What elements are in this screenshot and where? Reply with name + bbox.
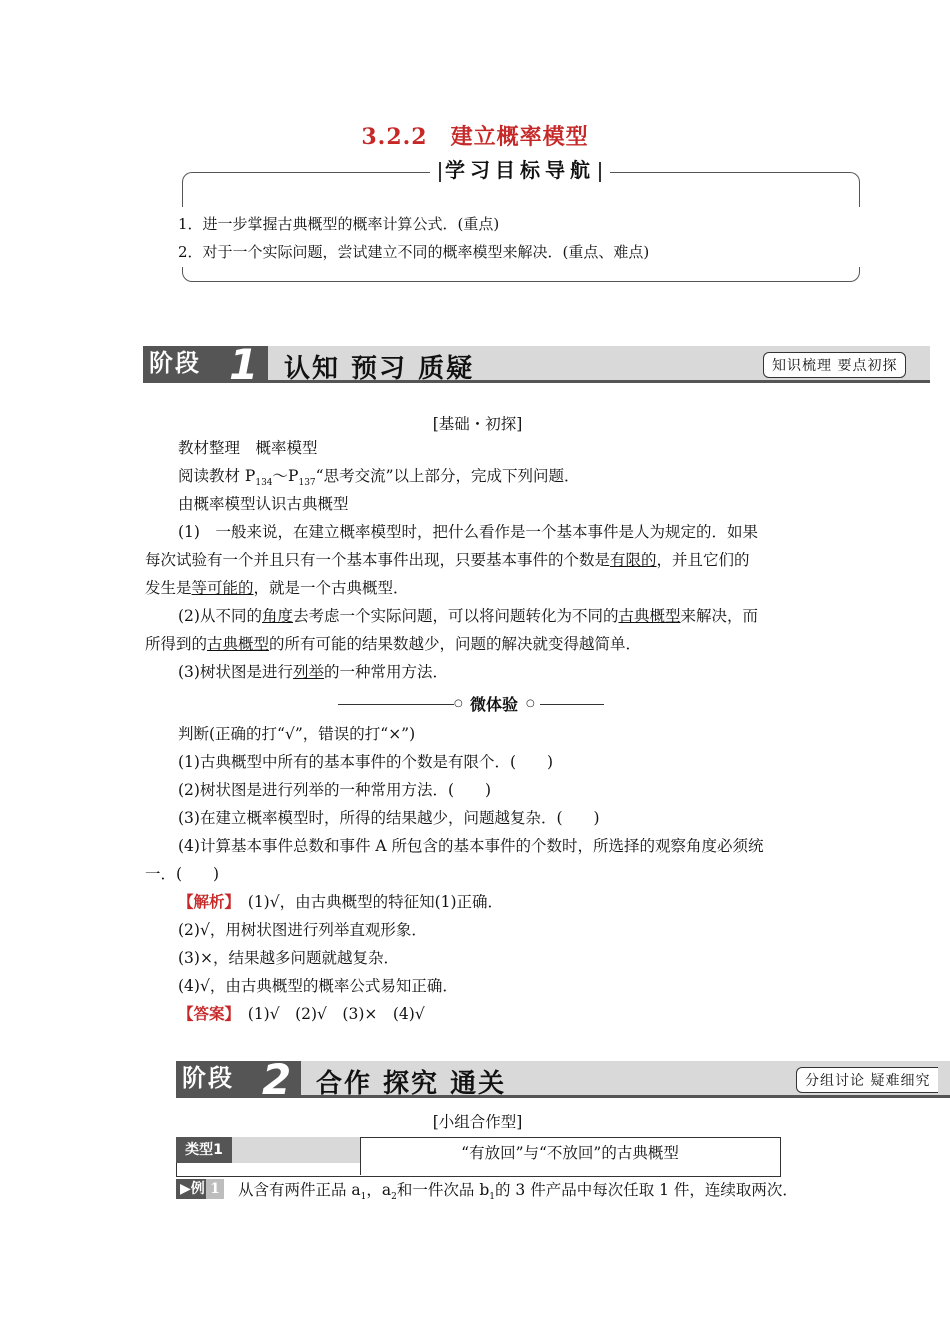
stage2-tag: 分组讨论 疑难细究 [796,1067,938,1093]
page-title: 3.2.2 建立概率模型 [361,124,589,150]
analysis-line-1: 【解析】 (1)√，由古典概型的特征知(1)正确． [178,892,504,911]
stage1-label: 阶段 1 [143,346,268,380]
divider-left [338,704,454,705]
reading-instruction: 阅读教材 $P_{134}\sim P_{137}“$思考交流”以上部分，完成下列问题． [178,467,580,489]
analysis-line-3: (3)×，结果越多问题就越复杂． [178,949,399,967]
question-4-line-1: (4)计算基本事件总数和事件 A 所包含的基本事件的个数时，所选择的观察角度必须统 [178,837,764,855]
stage1-subtitle: [基础・初探] [432,415,523,433]
answer-line: 【答案】 (1)√ (2)√ (3)× (4)√ [178,1004,425,1023]
paragraph-1-line-1: (1) 一般来说，在建立概率模型时，把什么看作是一个基本事件是人为规定的．如果 [178,523,758,541]
section-heading: 教材整理 概率模型 [178,439,318,457]
analysis-line-2: (2)√，用树状图进行列举直观形象． [178,921,427,939]
paragraph-3: (3)树状图是进行列举的一种常用方法． [178,663,448,681]
question-3: (3)在建立概率模型时，所得的结果越少，问题越复杂．( ) [178,809,600,827]
goal-item-2: 2．对于一个实际问题，尝试建立不同的概率模型来解决．(重点、难点) [178,243,650,261]
example-label: ▶例 [176,1179,224,1199]
type-title: “有放回”与“不放回”的古典概型 [461,1144,679,1162]
example-text: 从含有两件正品 $a_1$，$a_2$和一件次品 $b_1$的 3 件产品中每次任取 1 件，连续取两次． [238,1181,798,1203]
analysis-line-4: (4)√，由古典概型的概率公式易知正确． [178,977,458,995]
example-number: 1 [206,1179,224,1199]
stage2-label: 阶段 2 [176,1061,301,1095]
paragraph-1-line-2: 每次试验有一个并且只有一个基本事件出现，只要基本事件的个数是有限的，并且它们的 [145,551,750,569]
goal-item-1: 1．进一步掌握古典概型的概率计算公式．(重点) [178,215,500,233]
divider-circle-right-icon: ○ [526,698,535,709]
question-1: (1)古典概型中所有的基本事件的个数是有限个．( ) [178,753,554,771]
question-4-line-2: 一．( ) [145,865,220,883]
question-2: (2)树状图是进行列举的一种常用方法．( ) [178,781,492,799]
paragraph-1-line-3: 发生是等可能的，就是一个古典概型． [145,579,409,597]
type-label: 类型1 [176,1137,232,1163]
divider-circle-left-icon: ○ [454,698,463,709]
divider-right [540,704,604,705]
goals-label: 学习目标导航 [430,155,610,185]
paragraph-2-line-1: (2)从不同的角度去考虑一个实际问题，可以将问题转化为不同的古典概型来解决，而 [178,607,759,625]
micro-label: 微体验 [470,695,519,714]
stage2-title: 合作 探究 通关 [316,1069,507,1099]
stage1-title: 认知 预习 质疑 [284,354,475,384]
micro-instruction: 判断(正确的打“√”，错误的打“×”) [178,725,416,743]
intro-line: 由概率模型认识古典概型 [178,495,349,513]
paragraph-2-line-2: 所得到的古典概型的所有可能的结果数越少，问题的解决就变得越简单． [145,635,642,653]
stage1-tag: 知识梳理 要点初探 [763,352,906,378]
stage2-subtitle: [小组合作型] [432,1113,523,1131]
